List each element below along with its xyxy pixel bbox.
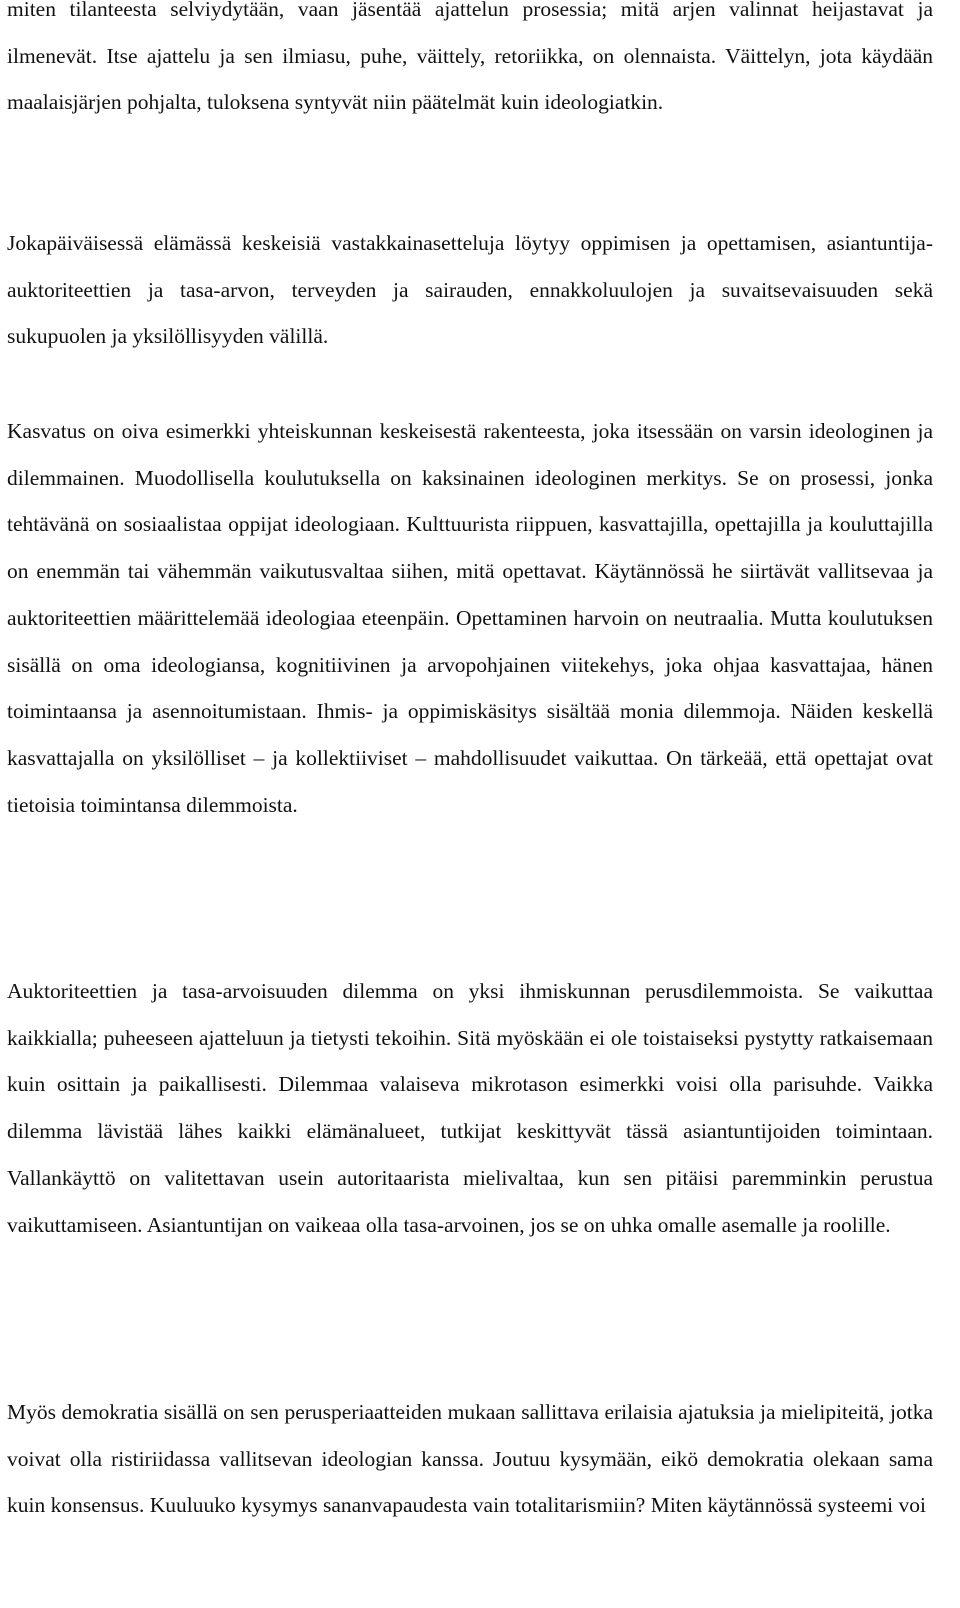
paragraph-5: Myös demokratia sisällä on sen perusperiaatteiden mukaan sallittava erilaisia ajatuksia ja mielipiteitä, jotka voivat olla ristiriidassa vallitsevan ideologian kanssa. Joutuu kysymään, eikö demokratia olekaan sama kuin konsensus. Kuuluuko kysymys sananvapaudesta vain totalitarismiin? Miten käytännössä systeemi voi xyxy=(7,1400,933,1518)
paragraph-3: Kasvatus on oiva esimerkki yhteiskunnan keskeisestä rakenteesta, joka itsessään on varsin ideologinen ja dilemmainen. Muodollisella koulutuksella on kaksinainen ideologinen merkitys. Se on prosessi, jonka tehtävänä on sosiaalistaa oppijat ideologiaan. Kulttuurista riippuen, kasvattajilla, opettajilla ja kouluttajilla on enemmän tai vähemmän vaikutusvaltaa siihen, mitä opettavat. Käytännössä he siirtävät vallitsevaa ja auktoriteettien määrittelemää ideologiaa eteenpäin. Opettaminen harvoin on neutraalia. Mutta koulutuksen sisällä on oma ideologiansa, kognitiivinen ja arvopohjainen viitekehys, joka ohjaa kasvattajaa, hänen toimintaansa ja asennoitumistaan. Ihmis- ja oppimiskäsitys sisältää monia dilemmoja. Näiden keskellä kasvattajalla on yksilölliset – ja kollektiiviset – mahdollisuudet vaikuttaa. On tärkeää, että opettajat ovat tietoisia toimintansa dilemmoista. xyxy=(7,419,933,817)
paragraph-1: miten tilanteesta selviydytään, vaan jäsentää ajattelun prosessia; mitä arjen valinnat heijastavat ja ilmenevät. Itse ajattelu ja sen ilmiasu, puhe, väittely, retoriikka, on olennaista. Väittelyn, jota käydään maalaisjärjen pohjalta, tuloksena syntyvät niin päätelmät kuin ideologiatkin. xyxy=(7,0,933,115)
paragraph-2: Jokapäiväisessä elämässä keskeisiä vastakkainasetteluja löytyy oppimisen ja opettamisen, asiantuntija-auktoriteettien ja tasa-arvon, terveyden ja sairauden, ennakkoluulojen ja suvaitsevaisuuden sekä sukupuolen ja yksilöllisyyden välillä. xyxy=(7,231,933,349)
paragraph-4: Auktoriteettien ja tasa-arvoisuuden dilemma on yksi ihmiskunnan perusdilemmoista. Se vaikuttaa kaikkialla; puheeseen ajatteluun ja tietysti tekoihin. Sitä myöskään ei ole toistaiseksi pystytty ratkaisemaan kuin osittain ja paikallisesti. Dilemmaa valaiseva mikrotason esimerkki voisi olla parisuhde. Vaikka dilemma lävistää lähes kaikki elämänalueet, tutkijat keskittyvät tässä asiantuntijoiden toimintaan. Vallankäyttö on valitettavan usein autoritaarista mielivaltaa, kun sen pitäisi paremminkin perustua vaikuttamiseen. Asiantuntijan on vaikeaa olla tasa-arvoinen, jos se on uhka omalle asemalle ja roolille. xyxy=(7,979,933,1237)
